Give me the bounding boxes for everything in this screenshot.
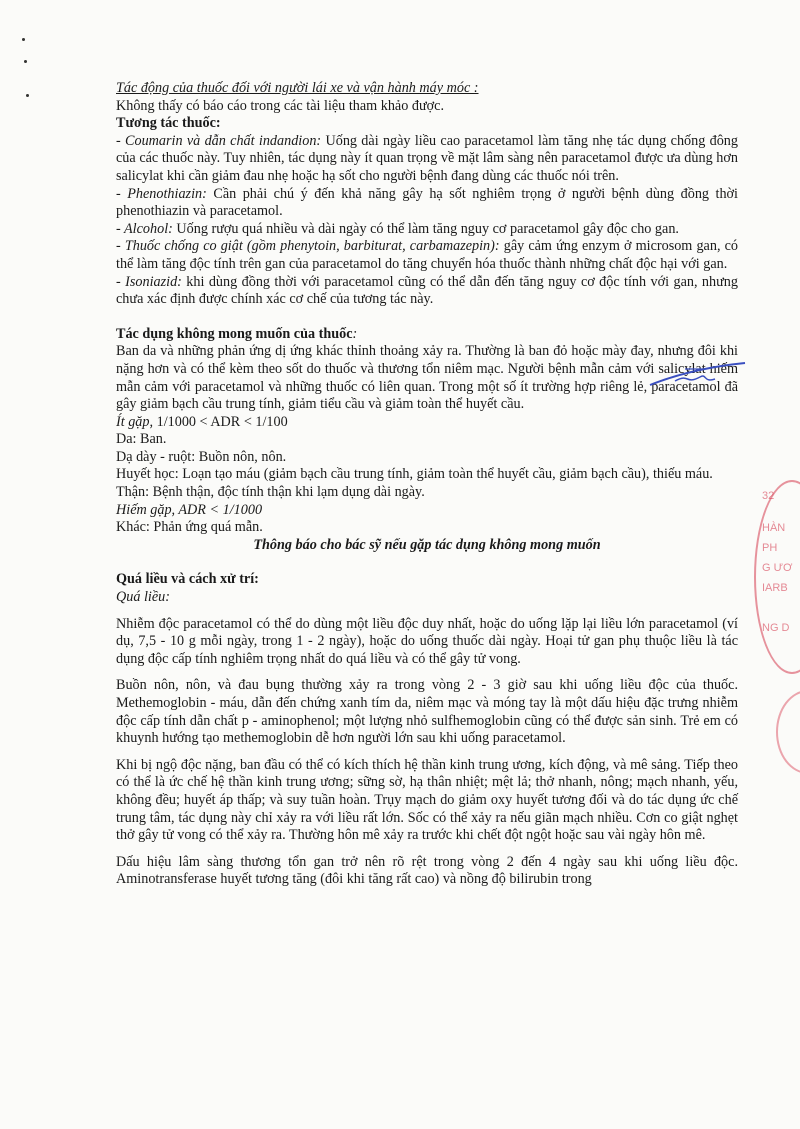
frequency-uncommon: Ít gặp, 1/1000 < ADR < 1/100 <box>116 413 288 430</box>
red-stamp-partial <box>776 690 800 774</box>
interaction-name: - Coumarin và dẫn chất indandion: <box>116 132 322 149</box>
interaction-name: - Thuốc chống co giật (gồm phenytoin, barbiturat, carbamazepin): <box>116 238 500 255</box>
interaction-item <box>116 221 738 239</box>
margin-dot <box>22 38 25 41</box>
margin-dot <box>26 94 29 97</box>
adverse-intro: Ban da và những phản ứng dị ứng khác thỉnh thoảng xảy ra. Thường là ban đỏ hoặc mày đay, nhưng đôi khi nặng hơn và có thể kèm theo sốt do thuốc và thương tổn niêm mạc. Người bệnh mẫn cảm với salicylat hiếm mẫn cảm với paracetamol và những thuốc có liên quan. Trong một số ít trường hợp riêng lẻ, paracetamol đã gây giảm bạch cầu trung tính, giảm tiểu cầu và giảm toàn thể huyết cầu. <box>116 343 738 413</box>
adverse-line: Dạ dày - ruột: Buồn nôn, nôn. <box>116 448 287 465</box>
adverse-line: Da: Ban. <box>116 431 167 448</box>
overdose-paragraph: Dấu hiệu lâm sàng thương tổn gan trở nên rõ rệt trong vòng 2 đến 4 ngày sau khi uống liều độc. Aminotransferase huyết tương tăng (đôi khi tăng rất cao) và nồng độ bilirubin trong <box>116 853 738 888</box>
section-heading-overdose: Quá liều và cách xử trí: <box>116 571 259 588</box>
section-heading-adverse: Tác dụng không mong muốn của thuốc: <box>116 325 358 342</box>
adverse-line: Huyết học: Loạn tạo máu (giảm bạch cầu trung tính, giảm toàn thể huyết cầu, giảm bạch cầu), thiếu máu. <box>116 466 713 483</box>
red-stamp: 32 HÀN PH G ƯƠ IARB NG D <box>754 480 800 674</box>
interaction-item <box>116 238 738 273</box>
interaction-text: Uống rượu quá nhiều và dài ngày có thể làm tăng nguy cơ paracetamol gây độc cho gan. <box>172 220 679 237</box>
overdose-subheading: Quá liều: <box>116 589 170 606</box>
interaction-item <box>116 274 738 309</box>
interaction-text: Uống dài ngày liều cao paracetamol làm tăng nhẹ tác dụng chống đông của các thuốc này. Tuy nhiên, tác dụng này ít quan trọng về mặt lâm sàng nên paracetamol được ưa dùng hơn salicylat khi cần giảm đau nhẹ hoặc hạ sốt cho người bệnh đang dùng các thuốc nói trên. <box>116 132 738 184</box>
interaction-name: - Phenothiazin: <box>116 185 207 202</box>
adverse-other: Khác: Phản ứng quá mẫn. <box>116 519 263 536</box>
document-page <box>116 80 738 889</box>
overdose-paragraph: Buồn nôn, nôn, và đau bụng thường xảy ra trong vòng 2 - 3 giờ sau khi uống liều độc của thuốc. Methemoglobin - máu, dẫn đến chứng xanh tím da, niêm mạc và móng tay là một dấu hiệu đặc trưng nhiễm độc cấp tính dẫn chất p - aminophenol; một lượng nhỏ sulfhemoglobin cũng có thể được sản sinh. Trẻ em có khuynh hướng tạo methemoglobin dễ hơn người lớn sau khi uống paracetamol. <box>116 677 738 747</box>
interaction-text: khi dùng đồng thời với paracetamol cũng có thể dẫn đến tăng nguy cơ độc tính với gan, nhưng chưa xác định được chính xác cơ chế của tương tác này. <box>116 273 738 308</box>
interaction-text: Cần phải chú ý đến khả năng gây hạ sốt nghiêm trọng ở người bệnh dùng đồng thời phenothiazin và paracetamol. <box>116 185 738 220</box>
doctor-notice: Thông báo cho bác sỹ nếu gặp tác dụng không mong muốn <box>253 536 601 553</box>
interaction-name: - Alcohol: <box>116 220 173 237</box>
driving-text: Không thấy có báo cáo trong các tài liệu tham khảo được. <box>116 97 444 114</box>
signature-mark <box>645 355 755 400</box>
interaction-text: gây cảm ứng enzym ở microsom gan, có thể làm tăng độc tính trên gan của paracetamol do tăng chuyển hóa thuốc thành những chất độc hại với gan. <box>116 238 738 272</box>
section-heading-interactions: Tương tác thuốc: <box>116 115 221 132</box>
adverse-line: Thận: Bệnh thận, độc tính thận khi lạm dụng dài ngày. <box>116 484 425 501</box>
interaction-item <box>116 186 738 221</box>
interaction-item <box>116 133 738 186</box>
interaction-name: - Isoniazid: <box>116 273 182 290</box>
overdose-paragraph: Khi bị ngộ độc nặng, ban đầu có thể có kích thích hệ thần kinh trung ương, kích động, và mê sảng. Tiếp theo có thể là ức chế hệ thần kinh trung ương; sững sờ, hạ thân nhiệt; mệt lả; thở nhanh, nông; mạch nhanh, yếu, không đều; huyết áp thấp; và suy tuần hoàn. Trụy mạch do giảm oxy huyết tương đối và do tác dụng ức chế trung tâm, tác dụng này chỉ xảy ra với liều rất lớn. Sốc có thể xảy ra nếu giãn mạch nhiều. Cơn co giật nghẹt thở gây tử vong có thể xảy ra. Thường hôn mê xảy ra trước khi chết đột ngột hoặc sau vài ngày hôn mê. <box>116 756 738 844</box>
section-heading-driving: Tác động của thuốc đối với người lái xe và vận hành máy móc : <box>116 80 479 96</box>
overdose-paragraph: Nhiễm độc paracetamol có thể do dùng một liều độc duy nhất, hoặc do uống lặp lại liều lớn paracetamol (ví dụ, 7,5 - 10 g mỗi ngày, trong 1 - 2 ngày), hoặc do uống thuốc dài ngày. Hoại tử gan phụ thuộc liều là tác dụng độc cấp tính nghiêm trọng nhất do quá liều và có thể gây tử vong. <box>116 615 738 667</box>
frequency-rare: Hiếm gặp, ADR < 1/1000 <box>116 501 263 518</box>
margin-dot <box>24 60 27 63</box>
